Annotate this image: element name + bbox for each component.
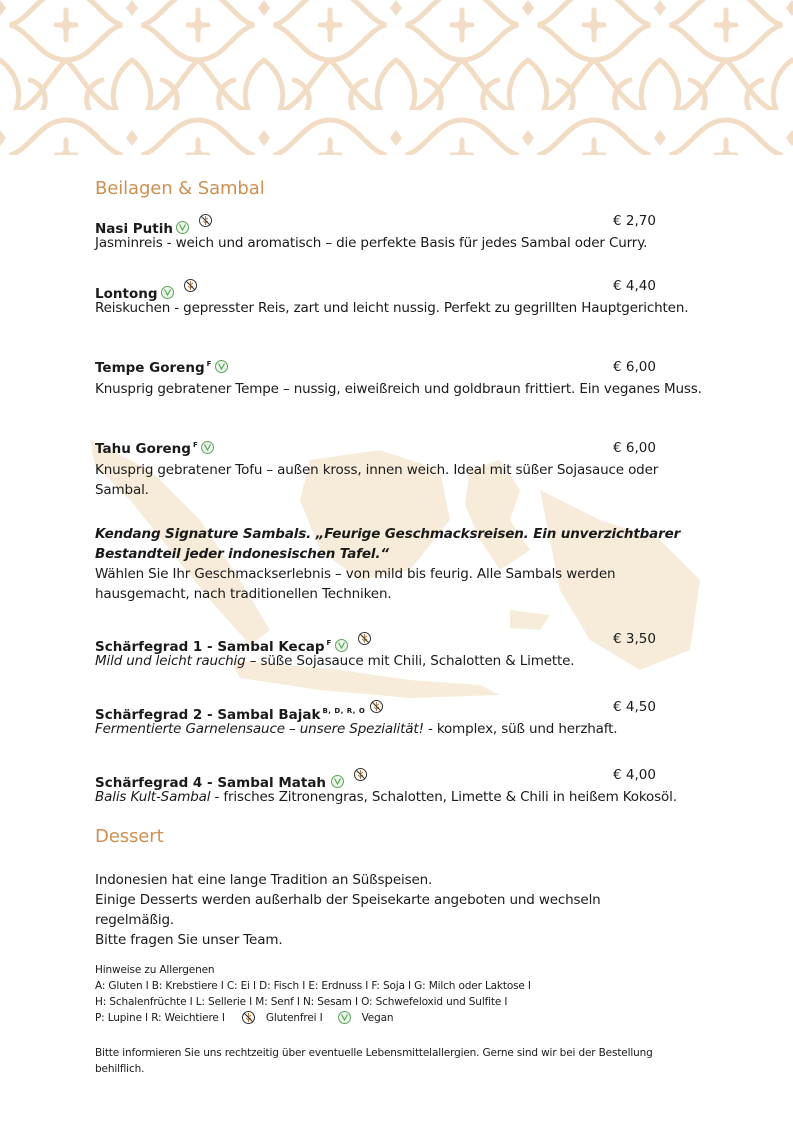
item-description: Balis Kult-Sambal - frisches Zitronengras, Schalotten, Limette & Chili in heißem Kokosöl.	[95, 789, 677, 805]
item-description: Fermentierte Garnelensauce – unsere Spezialität! - komplex, süß und herzhaft.	[95, 721, 618, 737]
vegan-icon	[330, 774, 345, 789]
gluten-free-icon	[183, 278, 198, 293]
item-description: Mild und leicht rauchig – süße Sojasauce mit Chili, Schalotten & Limette.	[95, 653, 575, 669]
gluten-free-icon	[353, 767, 368, 782]
item-name: Lontong	[95, 286, 158, 302]
item-name: Schärfegrad 4 - Sambal Matah	[95, 775, 327, 791]
gluten-free-icon	[241, 1010, 256, 1025]
vegan-icon	[175, 220, 190, 235]
item-price: € 4,00	[613, 767, 656, 783]
item-description: Jasminreis - weich und aromatisch – die perfekte Basis für jedes Sambal oder Curry.	[95, 235, 648, 251]
allergen-codes: F	[326, 639, 332, 647]
item-name: Schärfegrad 2 - Sambal Bajak	[95, 707, 321, 723]
gluten-free-icon	[369, 699, 384, 714]
item-name: Nasi Putih	[95, 221, 173, 237]
vegan-icon	[214, 359, 229, 374]
menu-item-sambal-matah	[95, 767, 705, 807]
allergen-codes: B, D, R, O	[322, 707, 366, 715]
dessert-line: Einige Desserts werden außerhalb der Speisekarte angeboten und wechseln regelmäßig.	[95, 892, 601, 928]
item-name: Tempe Goreng	[95, 360, 205, 376]
item-price: € 3,50	[613, 631, 656, 647]
vegan-icon	[160, 285, 175, 300]
item-price: € 4,40	[613, 278, 656, 294]
menu-item-sambal-bajak	[95, 699, 705, 739]
menu-item-lontong	[95, 278, 705, 318]
gluten-free-icon	[357, 631, 372, 646]
item-price: € 2,70	[613, 213, 656, 229]
section-title-dessert: Dessert	[95, 826, 164, 847]
dessert-line: Indonesien hat eine lange Tradition an Süßspeisen.	[95, 872, 433, 888]
signature-text: Wählen Sie Ihr Geschmackserlebnis – von mild bis feurig. Alle Sambals werden hausgemacht, nach traditionellen Techniken.	[95, 566, 616, 602]
signature-sambals-intro	[95, 524, 705, 604]
allergen-line: H: Schalenfrüchte I L: Sellerie I M: Senf I N: Sesam I O: Schwefeloxid und Sulfite I	[95, 996, 508, 1008]
menu-item-tempe-goreng	[95, 359, 705, 399]
allergen-line: A: Gluten I B: Krebstiere I C: Ei I D: Fisch I E: Erdnuss I F: Soja I G: Milch oder Laktose I	[95, 980, 531, 992]
item-price: € 4,50	[613, 699, 656, 715]
item-price: € 6,00	[613, 359, 656, 375]
allergy-note: Bitte informieren Sie uns rechtzeitig über eventuelle Lebensmittelallergien. Gerne sind wir bei der Bestellung behilflich.	[95, 1047, 653, 1075]
item-name: Tahu Goreng	[95, 441, 191, 457]
item-price: € 6,00	[613, 440, 656, 456]
item-name: Schärfegrad 1 - Sambal Kecap	[95, 639, 325, 655]
menu-item-sambal-kecap	[95, 631, 705, 671]
menu-item-tahu-goreng	[95, 440, 705, 500]
dessert-line: Bitte fragen Sie unser Team.	[95, 932, 283, 948]
allergen-title: Hinweise zu Allergenen	[95, 964, 215, 976]
gluten-free-icon	[198, 213, 213, 228]
dessert-description	[95, 870, 655, 950]
signature-title: Kendang Signature Sambals. „Feurige Geschmacksreisen. Ein unverzichtbarer Bestandteil jeder indonesischen Tafel.“	[95, 526, 681, 562]
item-description: Reiskuchen - gepresster Reis, zart und leicht nussig. Perfekt zu gegrillten Hauptgerichten.	[95, 300, 689, 316]
item-description: Knusprig gebratener Tempe – nussig, eiweißreich und goldbraun frittiert. Ein veganes Muss.	[95, 381, 702, 397]
ornamental-header-pattern	[0, 0, 793, 155]
allergen-codes: F	[206, 360, 212, 368]
allergen-legend	[95, 962, 715, 1026]
vegan-icon	[200, 440, 215, 455]
item-description: Knusprig gebratener Tofu – außen kross, innen weich. Ideal mit süßer Sojasauce oder Sambal.	[95, 462, 659, 498]
vegan-icon	[334, 638, 349, 653]
vegan-icon	[337, 1010, 352, 1025]
section-title-beilagen: Beilagen & Sambal	[95, 178, 265, 199]
menu-item-nasi-putih	[95, 213, 705, 253]
allergen-codes: F	[192, 441, 199, 449]
allergen-line: P: Lupine I R: Weichtiere I Glutenfrei I Vegan	[95, 1012, 394, 1024]
